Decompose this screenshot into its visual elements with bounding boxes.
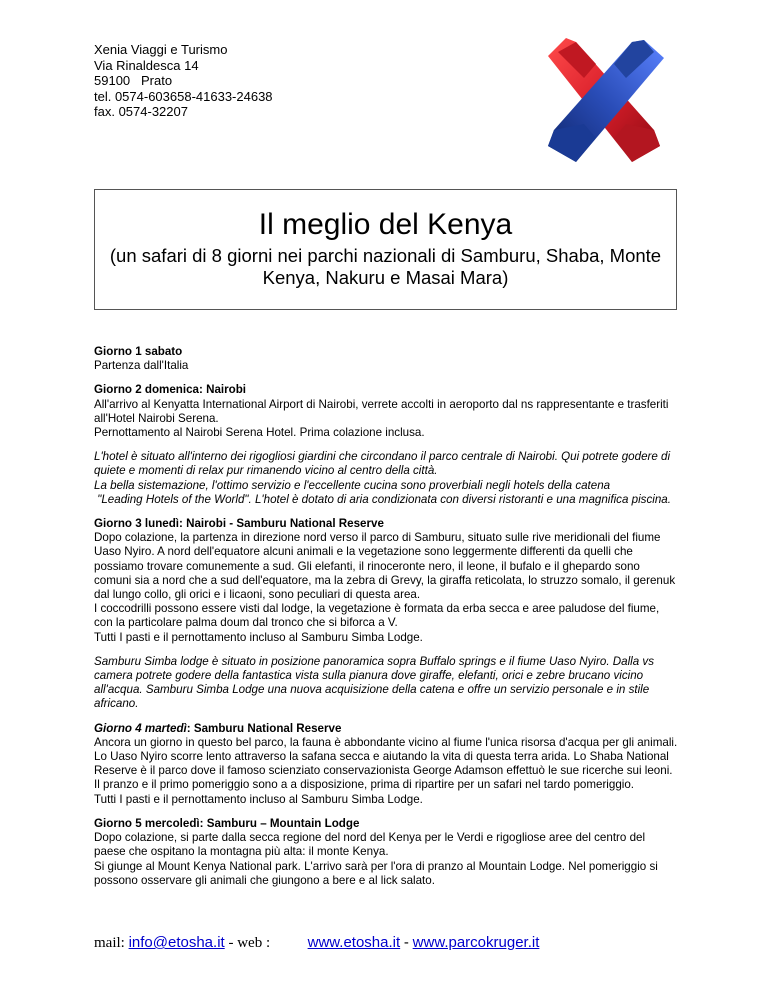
day-text: Si giunge al Mount Kenya National park. L'arrivo sarà per l'ora di pranzo al Mountain Lodge. Nel pomeriggio si possono osservare gli animali che giungono a bere e al lick salato. [94,859,658,887]
footer-separator: - [403,934,409,951]
day-1 [94,345,678,373]
agency-city: 59100 Prato [94,73,173,88]
page-subtitle: (un safari di 8 giorni nei parchi nazionali di Samburu, Shaba, Monte Kenya, Nakuru e Masai Mara) [109,245,662,288]
day-4 [94,722,678,807]
day-text: Tutti I pasti e il pernottamento incluso al Samburu Simba Lodge. [94,792,423,806]
day-3 [94,517,678,645]
day-heading: Giorno 5 mercoledì: Samburu – Mountain Lodge [94,816,360,830]
note-text: Samburu Simba lodge è situato in posizione panoramica sopra Buffalo springs e il fiume Uaso Nyiro. Dalla vs camera potrete godere della fantastica vista sulla pianura dove giraffe, elefanti, orici e zebre brucano vicino all'acqua. Samburu Simba Lodge una nuova acquisizione della catena e offre un servizio personale e in stile africano. [94,654,654,711]
itinerary [94,345,678,898]
footer [94,934,694,952]
email-link[interactable]: info@etosha.it [128,934,225,951]
note-text: La bella sistemazione, l'ottimo servizio e l'eccellente cucina sono proverbiali negli hotels della catena [94,478,611,492]
agency-address [94,42,273,120]
agency-tel: tel. 0574-603658-41633-24638 [94,88,273,104]
day-text: Dopo colazione, la partenza in direzione nord verso il parco di Samburu, situato sulle rive meridionali del fiume Uaso Nyiro. A nord dell'equatore alcuni animali e la vegetazione sono leggermente differenti da quelli che possiamo trovare comunemente a sud. Gli elefanti, il rinoceronte nero, il leone, il bufalo e il ghepardo sono comuni sia a nord che a sud dell'equatore, ma la zebra di Grevy, la giraffa reticolata, lo struzzo somalo, il gerenuk dal lungo collo, gli orici e i licaoni, sono peculiari di questa area. [94,531,676,602]
day-heading [94,722,678,736]
note-text: "Leading Hotels of the World". L'hotel è dotato di aria condizionata con diversi ristoranti e una magnifica piscina. [94,492,671,506]
day-text: I coccodrilli possono essere visti dal lodge, la vegetazione è formata da erba secca e aree paludose del fiume, con la particolare palma doum dal tronco che si biforca a V. [94,602,660,630]
agency-street: Via Rinaldesca 14 [94,57,199,73]
day-text: Ancora un giorno in questo bel parco, la fauna è abbondante vicino al fiume l'unica risorsa d'acqua per gli animali. Lo Uaso Nyiro scorre lento attraverso la safana secca e aiutando la vita di questa terra arida. Lo Shaba National Reserve è il parco dove il famoso scienziato conservazionista George Adamson effettuò le sue ricerche sui leoni. [94,735,678,778]
note-text: L'hotel è situato all'interno dei rigogliosi giardini che circondano il parco centrale di Nairobi. Qui potrete godere di quiete e momenti di relax pur rimanendo vicino al centro della città. [94,450,671,478]
day-text: Partenza dall'Italia [94,359,189,373]
day-5 [94,817,678,888]
mail-label: mail: [94,935,125,951]
agency-logo [536,34,672,166]
day-heading-date: Giorno 4 martedì [94,721,187,735]
day-text: Dopo colazione, si parte dalla secca regione del nord del Kenya per le Verdi e rigogliose aree del centro del paese che ospitano la montagna più alta: il monte Kenya. [94,831,646,859]
day-2 [94,383,678,440]
day-heading-place: : Samburu National Reserve [186,721,342,735]
agency-fax: fax. 0574-32207 [94,104,188,119]
day-text: Pernottamento al Nairobi Serena Hotel. Prima colazione inclusa. [94,426,425,440]
day-heading: Giorno 1 sabato [94,345,183,358]
day-heading: Giorno 2 domenica: Nairobi [94,383,247,397]
title-box [94,189,677,310]
agency-name: Xenia Viaggi e Turismo [94,42,228,57]
hotel-note [94,450,678,507]
website-link-etosha[interactable]: www.etosha.it [307,934,401,951]
day-text: All'arrivo al Kenyatta International Airport di Nairobi, verrete accolti in aeroporto dal ns rappresentante e trasferiti all'Hotel Nairobi Serena. [94,397,669,425]
lodge-note [94,655,678,712]
day-text: Tutti I pasti e il pernottamento incluso al Samburu Simba Lodge. [94,630,423,644]
day-text: Il pranzo e il primo pomeriggio sono a a disposizione, prima di ripartire per un safari nel tardo pomeriggio. [94,778,635,792]
web-label: - web : [228,935,271,951]
day-heading: Giorno 3 lunedì: Nairobi - Samburu National Reserve [94,517,384,531]
page-title: Il meglio del Kenya [258,208,513,241]
website-link-parcokruger[interactable]: www.parcokruger.it [412,934,540,951]
